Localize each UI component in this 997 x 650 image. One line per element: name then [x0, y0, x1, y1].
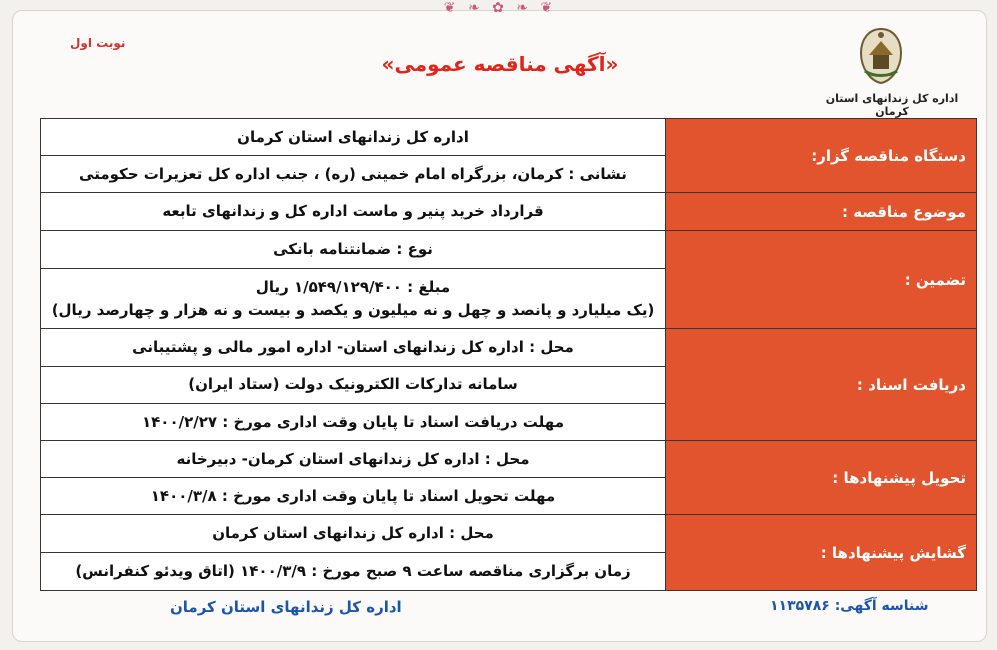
guarantee-amount: مبلغ : ۱/۵۴۹/۱۲۹/۴۰۰ ریال [255, 278, 451, 297]
table-row [41, 515, 977, 552]
docs-system: سامانه تدارکات الکترونیک دولت (ستاد ایران) [41, 366, 666, 403]
tenderer-label: دستگاه مناقصه گزار: [666, 119, 977, 193]
table-row [41, 193, 977, 230]
tender-info-table [40, 118, 977, 591]
docs-place: محل : اداره کل زندانهای استان- اداره امور مالی و پشتیبانی [41, 329, 666, 366]
table-row [41, 441, 977, 478]
tenderer-address: نشانی : کرمان، بزرگراه امام خمینی (ره) ، جنب اداره کل تعزیرات حکومتی [41, 156, 666, 193]
prisons-emblem-icon [855, 25, 907, 87]
tenderer-name: اداره کل زندانهای استان کرمان [41, 119, 666, 156]
subject-value: قرارداد خرید پنیر و ماست اداره کل و زندانهای تابعه [41, 193, 666, 230]
round-label: نوبت اول [70, 36, 126, 50]
subject-label: موضوع مناقصه : [666, 193, 977, 230]
delivery-place: محل : اداره کل زندانهای استان کرمان- دبیرخانه [41, 441, 666, 478]
footer-org: اداره کل زندانهای استان کرمان [170, 598, 402, 616]
opening-time: زمان برگزاری مناقصه ساعت ۹ صبح مورخ : ۱۴۰۰/۳/۹ (اتاق ویدئو کنفرانس) [41, 552, 666, 590]
opening-label: گشایش پیشنهادها : [666, 515, 977, 591]
delivery-deadline: مهلت تحویل اسناد تا پایان وقت اداری مورخ : ۱۴۰۰/۳/۸ [41, 478, 666, 515]
guarantee-type: نوع : ضمانتنامه بانکی [41, 230, 666, 268]
docs-deadline: مهلت دریافت اسناد تا پایان وقت اداری مورخ : ۱۴۰۰/۲/۲۷ [41, 403, 666, 440]
table-row [41, 230, 977, 268]
guarantee-amount-cell [41, 268, 666, 328]
docs-label: دریافت اسناد : [666, 329, 977, 441]
delivery-label: تحویل پیشنهادها : [666, 441, 977, 515]
guarantee-words: (یک میلیارد و پانصد و چهل و نه میلیون و یکصد و بیست و نه هزار و چهارصد ریال) [51, 300, 655, 319]
ad-id: شناسه آگهی: ۱۱۳۵۷۸۶ [770, 598, 929, 614]
table-row [41, 329, 977, 366]
guarantee-label: تضمین : [666, 230, 977, 329]
opening-place: محل : اداره کل زندانهای استان کرمان [41, 515, 666, 552]
notice-title: «آگهی مناقصه عمومی» [381, 52, 619, 76]
table-row [41, 119, 977, 156]
top-ornament: ❦ ❧ ✿ ❧ ❦ [443, 0, 557, 16]
org-caption: اداره کل زندانهای استان کرمان [825, 92, 959, 118]
